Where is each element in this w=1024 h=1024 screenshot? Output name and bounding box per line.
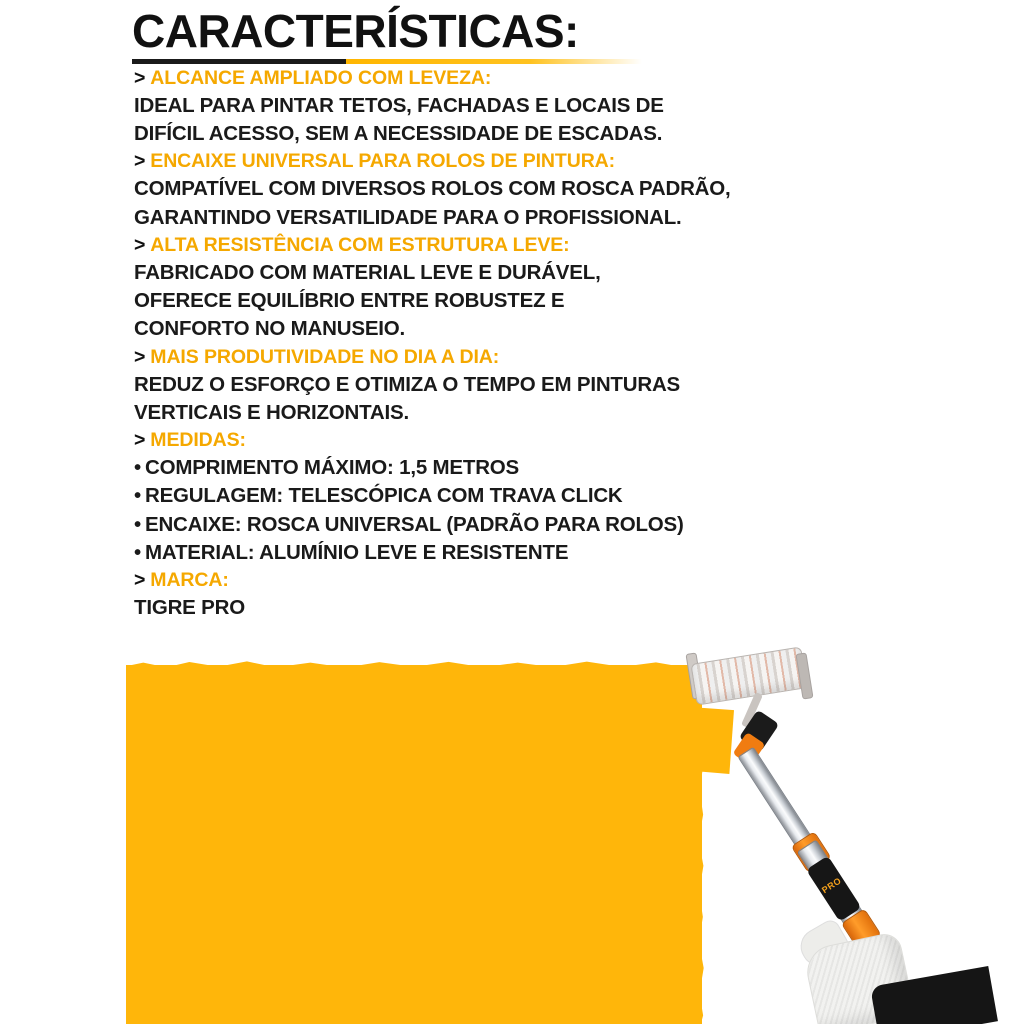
feature-title-text: ALCANCE AMPLIADO COM LEVEZA:	[150, 67, 492, 89]
feature-line: CONFORTO NO MANUSEIO.	[134, 317, 406, 341]
brand-block	[134, 568, 914, 622]
feature-title	[134, 149, 914, 175]
measure-item-text: MATERIAL: ALUMÍNIO LEVE E RESISTENTE	[144, 540, 569, 564]
title-underline	[132, 59, 642, 64]
feature-title	[134, 233, 914, 259]
paint-roller-sleeve	[690, 646, 807, 705]
feature-block	[134, 149, 914, 231]
feature-line: REDUZ O ESFORÇO E OTIMIZA O TEMPO EM PINTURAS	[134, 372, 681, 396]
measure-item-text: ENCAIXE: ROSCA UNIVERSAL (PADRÃO PARA ROLOS)	[144, 512, 684, 536]
painted-wall-patch	[126, 665, 702, 1024]
feature-title-text: ALTA RESISTÊNCIA COM ESTRUTURA LEVE:	[150, 233, 570, 256]
chevron-right-icon: >	[134, 569, 146, 592]
bullet-icon: •	[134, 540, 141, 564]
page-title: CARACTERÍSTICAS:	[132, 5, 579, 57]
chevron-right-icon: >	[134, 233, 146, 256]
feature-title-text: MAIS PRODUTIVIDADE NO DIA A DIA:	[150, 345, 500, 368]
feature-line: VERTICAIS E HORIZONTAIS.	[134, 400, 410, 424]
bullet-icon: •	[134, 456, 141, 480]
measures-title-text: MEDIDAS:	[150, 429, 246, 452]
measures-title	[134, 428, 914, 454]
measure-item	[134, 482, 914, 510]
feature-line: GARANTINDO VERSATILIDADE PARA O PROFISSIONAL.	[134, 205, 682, 229]
brand-title	[134, 568, 914, 594]
feature-title	[134, 345, 914, 371]
feature-line: DIFÍCIL ACESSO, SEM A NECESSIDADE DE ESCADAS.	[134, 122, 663, 146]
bullet-icon: •	[134, 512, 141, 536]
feature-title	[134, 66, 914, 92]
chevron-right-icon: >	[134, 429, 146, 452]
measure-item-text: REGULAGEM: TELESCÓPICA COM TRAVA CLICK	[144, 484, 623, 508]
feature-block	[134, 233, 914, 344]
roller-end-cap-right	[795, 652, 813, 699]
pole-grip	[806, 856, 862, 922]
feature-line: IDEAL PARA PINTAR TETOS, FACHADAS E LOCAIS DE	[134, 93, 664, 117]
measure-item	[134, 539, 914, 567]
feature-line: OFERECE EQUILÍBRIO ENTRE ROBUSTEZ E	[134, 289, 565, 313]
heading-block	[132, 5, 932, 64]
features-list	[134, 66, 914, 623]
brand-value: TIGRE PRO	[134, 596, 245, 620]
measure-item-text: COMPRIMENTO MÁXIMO: 1,5 METROS	[144, 456, 520, 480]
chevron-right-icon: >	[134, 150, 146, 173]
feature-title-text: ENCAIXE UNIVERSAL PARA ROLOS DE PINTURA:	[150, 150, 616, 173]
feature-block	[134, 345, 914, 427]
feature-line: COMPATÍVEL COM DIVERSOS ROLOS COM ROSCA PADRÃO,	[134, 177, 731, 201]
feature-block	[134, 66, 914, 148]
bullet-icon: •	[134, 484, 141, 508]
feature-line: FABRICADO COM MATERIAL LEVE E DURÁVEL,	[134, 260, 601, 284]
telescopic-roller-tool	[660, 640, 1024, 1024]
pole-grip-label: PRO	[820, 875, 844, 896]
measure-item	[134, 454, 914, 482]
chevron-right-icon: >	[134, 345, 146, 368]
product-photo	[0, 640, 1024, 1024]
chevron-right-icon: >	[134, 67, 146, 89]
brand-title-text: MARCA:	[150, 569, 229, 592]
measure-item	[134, 511, 914, 539]
measures-block	[134, 428, 914, 567]
